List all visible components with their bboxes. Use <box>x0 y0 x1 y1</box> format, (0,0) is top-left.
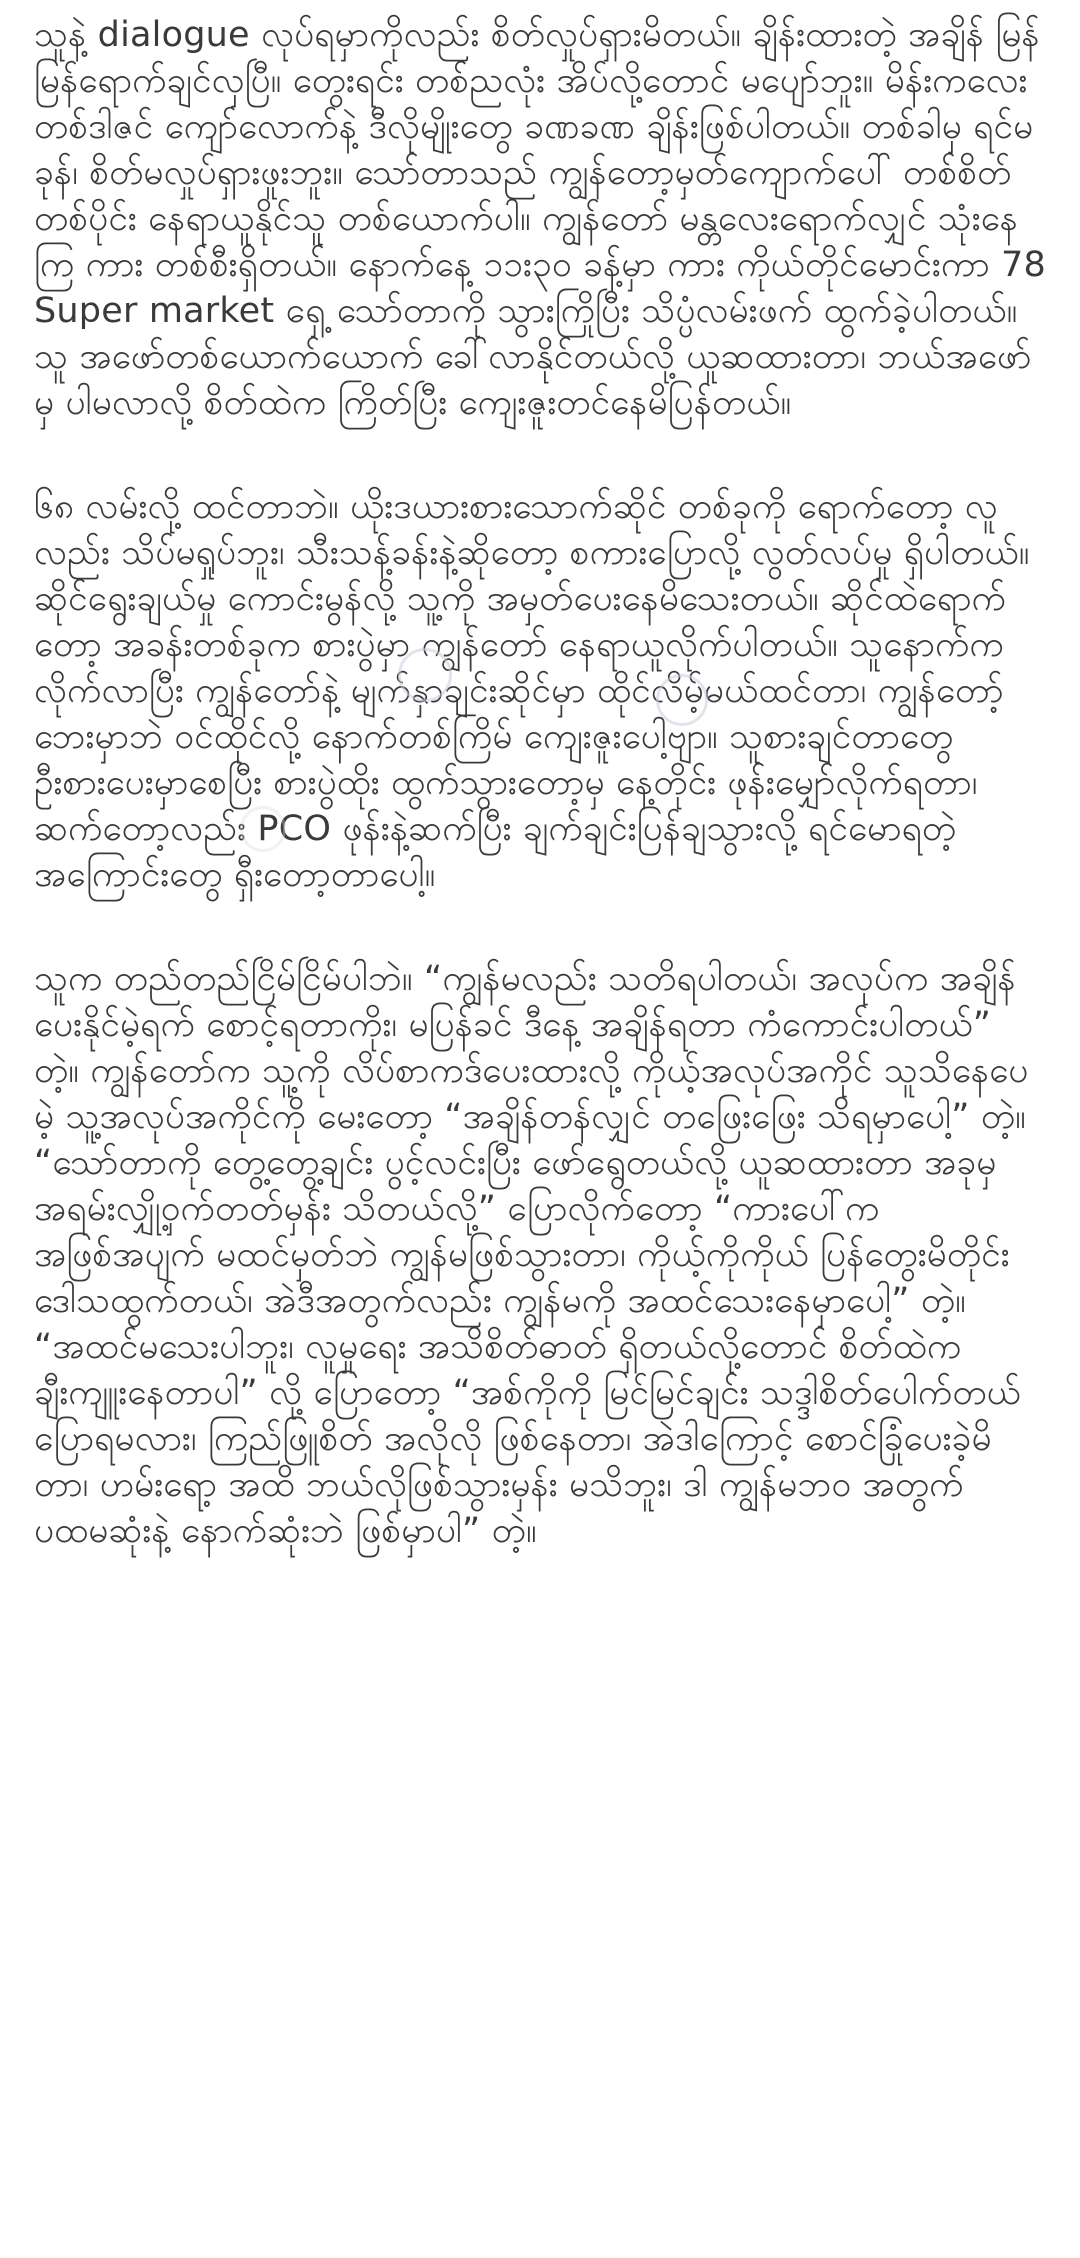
paragraph-2: ၆၈ လမ်းလို့ ထင်တာဘဲ။ ယိုးဒယားစားသောက်ဆိုင် တစ်ခုကို ရောက်တော့ လူလည်း သိပ်မရှုပ်ဘူး၊ သီးသန့်ခန်းနဲ့ဆိုတော့ စကားပြောလို့ လွတ်လပ်မှု ရှိပါတယ်။ ဆိုင်ရွေးချယ်မှု ကောင်းမွန်လို့ သူ့ကို အမှတ်ပေးနေမိသေးတယ်။ ဆိုင်ထဲရောက်တော့ အခန်းတစ်ခုက စားပွဲမှာ ကျွန်တော် နေရာယူလိုက်ပါတယ်။ သူနောက်က လိုက်လာပြီး ကျွန်တော်နဲ့ မျက်နှာချင်းဆိုင်မှာ ထိုင်လိမ့်မယ်ထင်တာ၊ ကျွန်တော့်ဘေးမှာဘဲ ဝင်ထိုင်လို့ နောက်တစ်ကြိမ် ကျေးဇူးပေါ့ဗျာ။ သူစားချင်တာတွေ ဦးစားပေးမှာစေပြီး စားပွဲထိုး ထွက်သွားတော့မှ နေ့တိုင်း ဖုန်းမျှော်လိုက်ရတာ၊ ဆက်တော့လည်း PCO ဖုန်းနဲ့ဆက်ပြီး ချက်ချင်းပြန်ချသွားလို့ ရင်မောရတဲ့ အကြောင်းတွေ ရှီးတော့တာပေါ့။ <box>34 487 1030 895</box>
decorative-circle <box>398 648 452 702</box>
decorative-circle <box>240 806 286 852</box>
paragraph-1: သူနဲ့ dialogue လုပ်ရမှာကိုလည်း စိတ်လှုပ်ရှားမိတယ်။ ချိန်းထားတဲ့ အချိန် မြန်မြန်ရောက်ချင်လှပြီ။ တွေးရင်း တစ်ညလုံး အိပ်လို့တောင် မပျော်ဘူး။ မိန်းကလေး တစ်ဒါဇင် ကျော်လောက်နဲ့ ဒီလိုမျိုးတွေ ခဏခဏ ချိန်းဖြစ်ပါတယ်။ တစ်ခါမှ ရင်မခုန်၊ စိတ်မလှုပ်ရှားဖူးဘူး။ သော်တာသည် ကျွန်တော့မှတ်ကျောက်ပေါ် တစ်စိတ်တစ်ပိုင်း နေရာယူနိုင်သူ တစ်ယောက်ပါ။ ကျွန်တော် မန္တလေးရောက်လျှင် သုံးနေကြ ကား တစ်စီးရှိတယ်။ နောက်နေ့ ၁၁း၃၀ ခန့်မှာ ကား ကိုယ်တိုင်မောင်းကာ 78 Super market ရှေ့ သော်တာကို သွားကြိုပြီး သိပ္ပံလမ်းဖက် ထွက်ခဲ့ပါတယ်။ သူ အဖော်တစ်ယောက်ယောက် ခေါ်လာနိုင်တယ်လို့ ယူဆထားတာ၊ ဘယ်အဖော်မှ ပါမလာလို့ စိတ်ထဲက ကြိတ်ပြီး ကျေးဇူးတင်နေမိပြန်တယ်။ <box>34 15 1046 423</box>
decorative-circle <box>656 674 708 726</box>
paragraph-3: သူက တည်တည်ငြိမ်ငြိမ်ပါဘဲ။ “ကျွန်မလည်း သတိရပါတယ်၊ အလုပ်က အချိန်ပေးနိုင်မဲ့ရက် စောင့်ရတာကိုး၊ မပြန်ခင် ဒီနေ့ အချိန်ရတာ ကံကောင်းပါတယ်” တဲ့။ ကျွန်တော်က သူ့ကို လိပ်စာကဒ်ပေးထားလို့ ကိုယ့်အလုပ်အကိုင် သူသိနေပေမဲ့ သူ့အလုပ်အကိုင်ကို မေးတော့ “အချိန်တန်လျှင် တဖြေးဖြေး သိရမှာပေါ့” တဲ့။ “သော်တာကို တွေ့တွေ့ချင်း ပွင့်လင်းပြီး ဖော်ရွေတယ်လို့ ယူဆထားတာ အခုမှ အရမ်းလျှို့ဝှက်တတ်မှန်း သိတယ်လို့” ပြောလိုက်တော့ “ကားပေါ်က အဖြစ်အပျက် မထင်မှတ်ဘဲ ကျွန်မဖြစ်သွားတာ၊ ကိုယ့်ကိုကိုယ် ပြန်တွေးမိတိုင်း ဒေါသထွက်တယ်၊ အဲဒီအတွက်လည်း ကျွန်မကို အထင်သေးနေမှာပေါ့” တဲ့။ “အထင်မသေးပါဘူး၊ လူမှုရေး အသိစိတ်ဓာတ် ရှိတယ်လို့တောင် စိတ်ထဲက ချီးကျူးနေတာပါ” လို့ ပြောတော့ “အစ်ကိုကို မြင်မြင်ချင်း သဒ္ဒါစိတ်ပေါက်တယ် ပြောရမလား၊ ကြည်ဖြူစိတ် အလိုလို ဖြစ်နေတာ၊ အဲဒါကြောင့် စောင်ခြုံပေးခဲ့မိတာ၊ ဟမ်းရော့ အထိ ဘယ်လိုဖြစ်သွားမှန်း မသိဘူး၊ ဒါ ကျွန်မဘဝ အတွက် ပထမဆုံးနဲ့ နောက်ဆုံးဘဲ ဖြစ်မှာပါ” တဲ့။ <box>34 959 1029 1551</box>
